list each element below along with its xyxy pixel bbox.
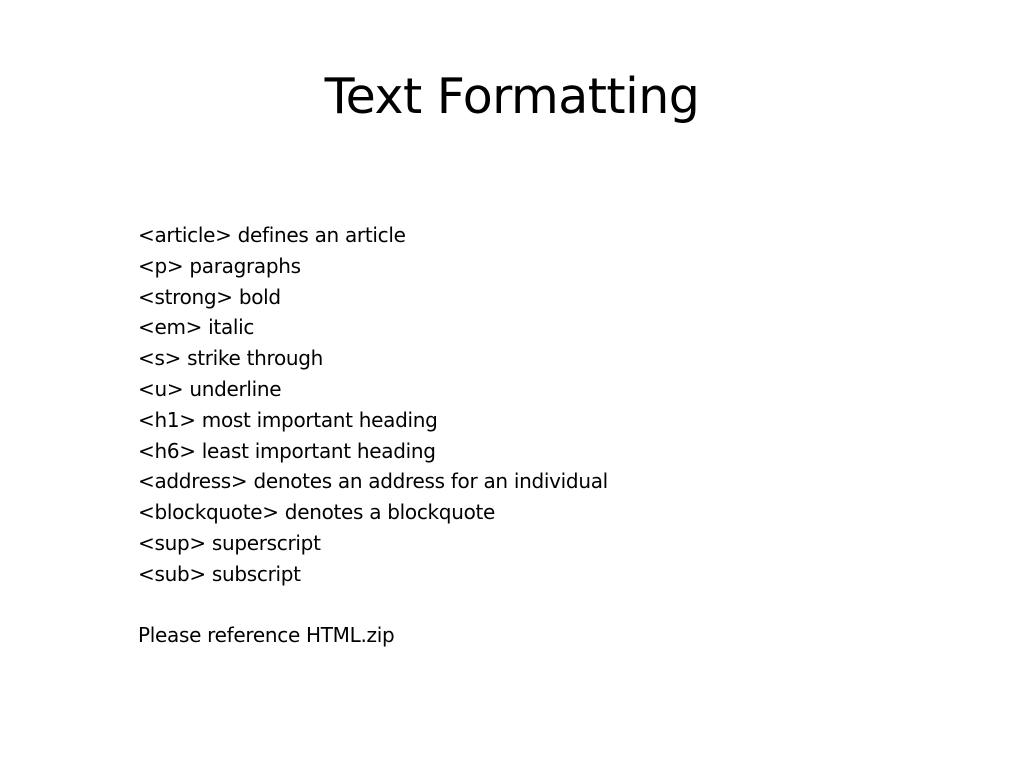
list-item: <sub> subscript bbox=[138, 561, 301, 586]
list-item: <s> strike through bbox=[138, 346, 324, 371]
list-item: <article> defines an article bbox=[138, 223, 406, 247]
list-item: <blockquote> denotes a blockquote bbox=[138, 500, 496, 525]
slide-body-list bbox=[138, 220, 898, 651]
list-item: <sup> superscript bbox=[138, 530, 321, 555]
list-item: <strong> bold bbox=[138, 284, 281, 309]
list-spacer bbox=[138, 590, 898, 621]
list-item: <p> paragraphs bbox=[138, 253, 301, 278]
slide-title: Text Formatting bbox=[324, 68, 700, 125]
list-item: <h6> least important heading bbox=[138, 438, 436, 463]
list-item: <em> italic bbox=[138, 315, 255, 340]
list-item: <u> underline bbox=[138, 376, 282, 401]
list-item: <address> denotes an address for an individual bbox=[138, 469, 608, 494]
reference-note: Please reference HTML.zip bbox=[138, 623, 395, 648]
list-item: <h1> most important heading bbox=[138, 407, 438, 432]
